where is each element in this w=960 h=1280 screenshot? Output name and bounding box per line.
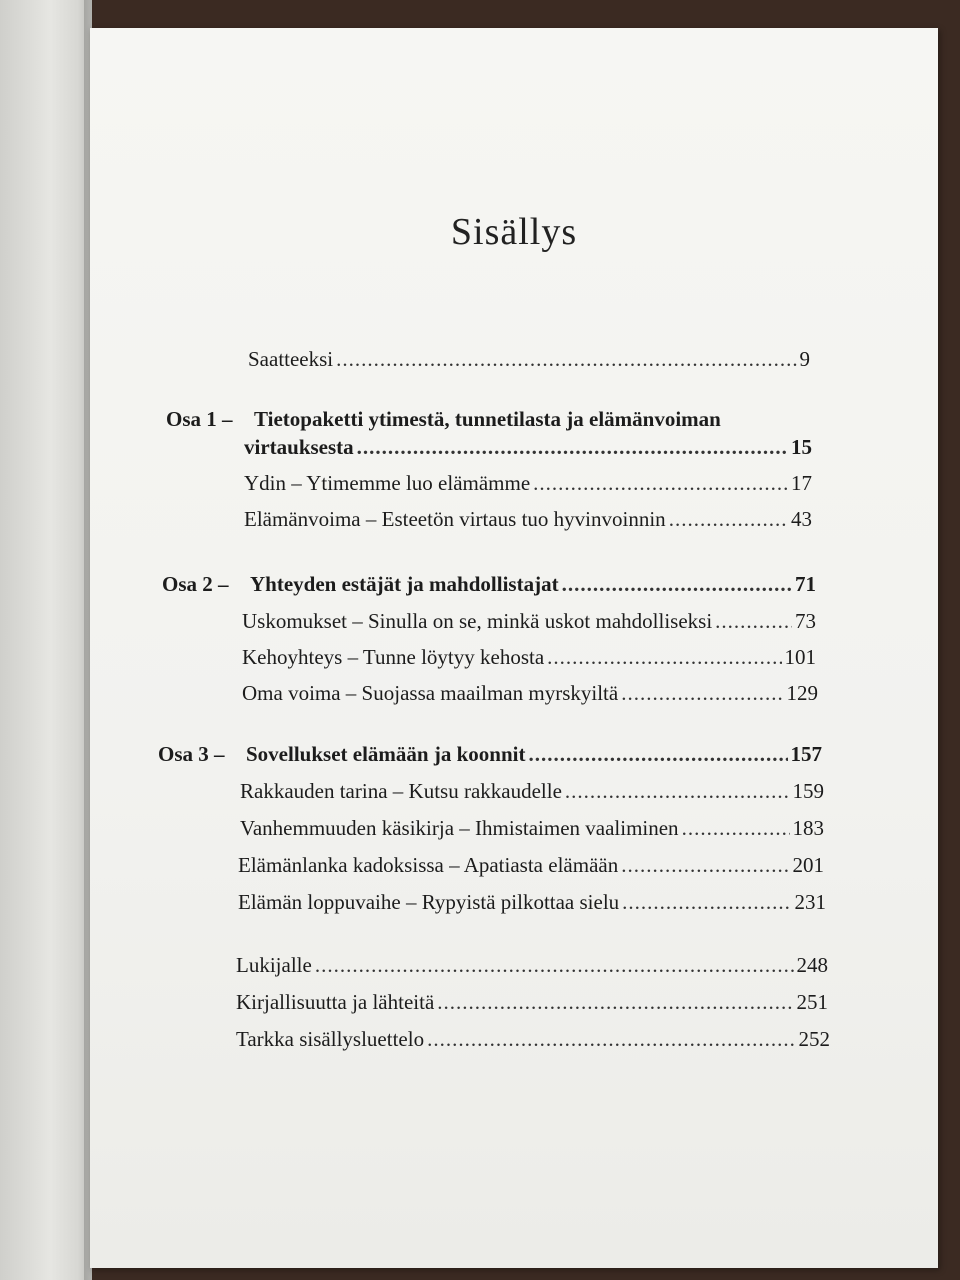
toc-entry-label: Elämän loppuvaihe – Rypyistä pilkottaa sielu (238, 890, 620, 914)
toc-chapter (244, 506, 812, 532)
toc-back-matter (236, 989, 828, 1015)
toc-entry-label: Saatteeksi (248, 347, 334, 371)
dot-leader (622, 889, 791, 915)
toc-entry-page: 101 (784, 645, 816, 669)
dot-leader (562, 571, 792, 597)
toc-chapter (242, 608, 816, 634)
part-label: Osa 3 – (158, 742, 225, 766)
toc-entry-page: 248 (796, 953, 828, 977)
part-title: Sovellukset elämään ja koonnit (246, 742, 526, 766)
part-label: Osa 2 – (162, 572, 229, 596)
toc-chapter (242, 680, 818, 706)
toc-chapter (244, 470, 812, 496)
dot-leader (682, 815, 790, 841)
toc-entry-label: Elämänlanka kadoksissa – Apatiasta elämään (238, 853, 619, 877)
toc-back-matter (236, 952, 828, 978)
toc-entry-page: 252 (798, 1027, 830, 1051)
dot-leader (715, 608, 792, 634)
dot-leader (315, 952, 794, 978)
toc-entry-page: 157 (790, 742, 822, 766)
toc-entry-page: 43 (791, 507, 812, 531)
part-title-continued: virtauksesta (244, 435, 354, 459)
part-title: Yhteyden estäjät ja mahdollistajat (250, 572, 559, 596)
toc-back-matter (236, 1026, 830, 1052)
dot-leader (565, 778, 790, 804)
dot-leader (437, 989, 793, 1015)
dot-leader (669, 506, 788, 532)
dot-leader (621, 852, 789, 878)
dot-leader (336, 346, 796, 372)
toc-entry-label: Elämänvoima – Esteetön virtaus tuo hyvinvoinnin (244, 507, 666, 531)
toc-entry-label: Tarkka sisällysluettelo (236, 1027, 425, 1051)
toc-entry-page: 71 (795, 572, 816, 596)
page-title: Sisällys (450, 211, 578, 253)
toc-entry-page: 251 (796, 990, 828, 1014)
facing-page (0, 0, 92, 1280)
toc-entry-label: Rakkauden tarina – Kutsu rakkaudelle (240, 779, 562, 803)
toc-entry-page: 159 (792, 779, 824, 803)
toc-entry-label: Kehoyhteys – Tunne löytyy kehosta (242, 645, 545, 669)
toc-part-1-line2 (244, 434, 812, 460)
dot-leader (533, 470, 788, 496)
part-title: Tietopaketti ytimestä, tunnetilasta ja elämänvoiman (254, 407, 721, 431)
toc-entry-label: Uskomukset – Sinulla on se, minkä uskot mahdolliseksi (242, 609, 713, 633)
part-label: Osa 1 – (166, 407, 233, 431)
toc-part-2 (162, 571, 816, 597)
toc-entry-label: Kirjallisuutta ja lähteitä (236, 990, 435, 1014)
toc-chapter (238, 852, 824, 878)
toc-entry-label: Lukijalle (236, 953, 312, 977)
toc-chapter (240, 778, 824, 804)
toc-entry-intro (248, 346, 810, 372)
toc-chapter (238, 889, 826, 915)
dot-leader (547, 644, 781, 670)
toc-chapter (242, 644, 816, 670)
toc-chapter (240, 815, 824, 841)
toc-entry-page: 73 (795, 609, 816, 633)
table-of-contents (90, 28, 938, 1268)
toc-part-1-line1 (166, 406, 826, 432)
toc-entry-page: 231 (794, 890, 826, 914)
book-page (90, 28, 938, 1268)
toc-entry-page: 15 (791, 435, 812, 459)
toc-entry-label: Oma voima – Suojassa maailman myrskyiltä (242, 681, 619, 705)
toc-entry-page: 9 (799, 347, 810, 371)
toc-entry-page: 183 (792, 816, 824, 840)
dot-leader (528, 741, 787, 767)
toc-entry-page: 129 (786, 681, 818, 705)
dot-leader (621, 680, 783, 706)
toc-entry-page: 17 (791, 471, 812, 495)
toc-entry-label: Vanhemmuuden käsikirja – Ihmistaimen vaaliminen (240, 816, 679, 840)
toc-part-3 (158, 741, 822, 767)
toc-entry-page: 201 (792, 853, 824, 877)
toc-entry-label: Ydin – Ytimemme luo elämämme (244, 471, 531, 495)
dot-leader (427, 1026, 795, 1052)
dot-leader (357, 434, 788, 460)
